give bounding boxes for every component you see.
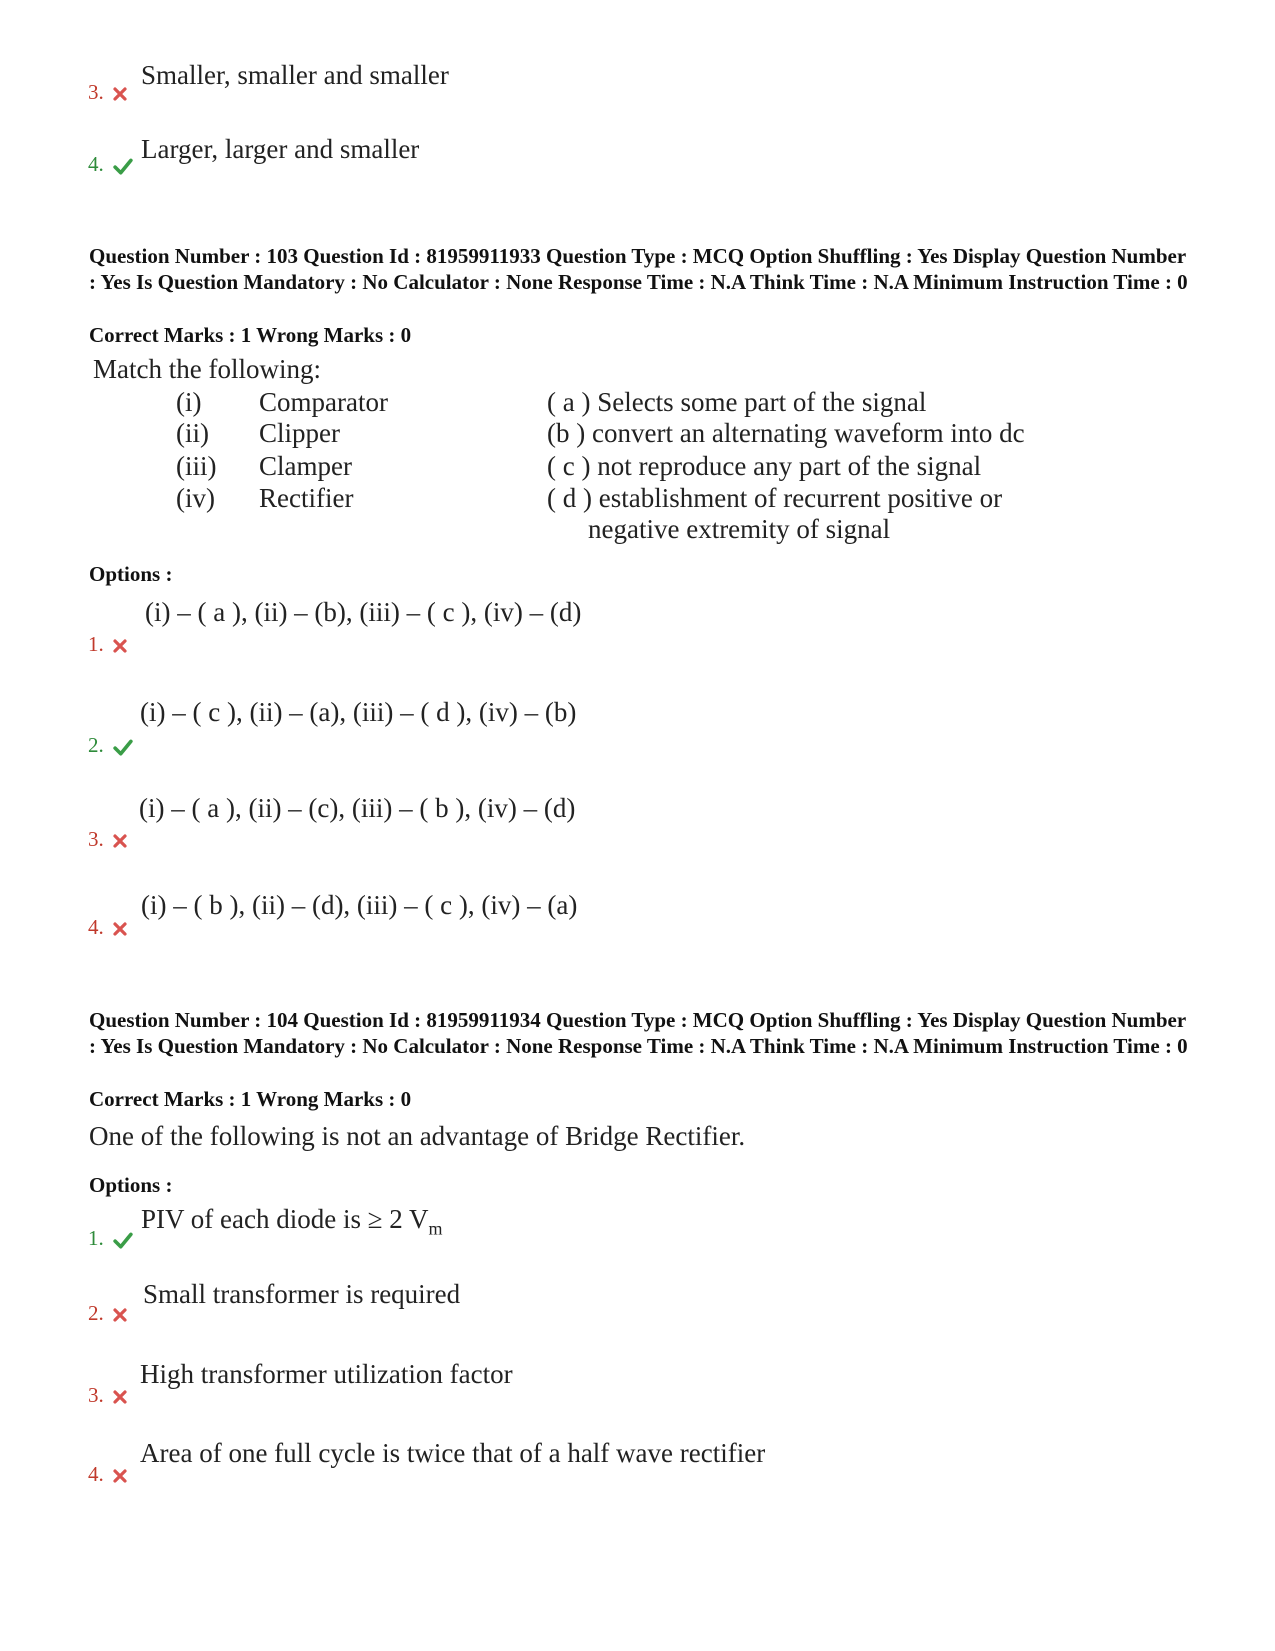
option-number: 4. bbox=[88, 1462, 128, 1487]
options-label: Options : bbox=[89, 562, 173, 586]
match-left-term: Clipper bbox=[259, 418, 340, 448]
cross-icon bbox=[112, 1389, 128, 1405]
question-marks: Correct Marks : 1 Wrong Marks : 0 bbox=[89, 323, 412, 347]
match-right-item: ( a ) Selects some part of the signal bbox=[547, 387, 927, 417]
check-icon bbox=[112, 157, 134, 175]
option-number: 2. bbox=[88, 733, 134, 758]
match-left-roman: (ii) bbox=[176, 418, 209, 448]
option-text: Smaller, smaller and smaller bbox=[141, 60, 449, 90]
option-number: 3. bbox=[88, 1383, 128, 1408]
option-number: 2. bbox=[88, 1301, 128, 1326]
match-left-term: Clamper bbox=[259, 451, 352, 481]
match-left-term: Rectifier bbox=[259, 483, 354, 513]
cross-icon bbox=[112, 1307, 128, 1323]
match-left-roman: (iii) bbox=[176, 451, 217, 481]
question-meta: Question Number : 104 Question Id : 81959911934 Question Type : MCQ Option Shuffling : Yes Display Question Number : Yes Is Question Mandatory : No Calculator : None Response Time : N.A Think Time : N.A Minimum Instruction Time : 0 bbox=[89, 1008, 1188, 1058]
option-number: 1. bbox=[88, 632, 128, 657]
question-stem: Match the following: bbox=[93, 354, 321, 384]
option-text: (i) – ( c ), (ii) – (a), (iii) – ( d ), (iv) – (b) bbox=[140, 697, 577, 727]
option-text: PIV of each diode is ≥ 2 $V_m$ bbox=[141, 1204, 443, 1239]
option-text: (i) – ( a ), (ii) – (b), (iii) – ( c ), (iv) – (d) bbox=[145, 597, 582, 627]
option-text: Small transformer is required bbox=[143, 1279, 461, 1309]
option-number: 4. bbox=[88, 915, 128, 940]
match-right-item: ( d ) establishment of recurrent positive or bbox=[547, 483, 1003, 513]
option-text: Area of one full cycle is twice that of a half wave rectifier bbox=[140, 1438, 766, 1468]
question-stem: One of the following is not an advantage of Bridge Rectifier. bbox=[89, 1121, 746, 1151]
option-text: High transformer utilization factor bbox=[140, 1359, 513, 1389]
option-text: (i) – ( b ), (ii) – (d), (iii) – ( c ), (iv) – (a) bbox=[141, 890, 578, 920]
options-label: Options : bbox=[89, 1173, 173, 1197]
cross-icon bbox=[112, 921, 128, 937]
check-icon bbox=[112, 1231, 134, 1249]
option-text: (i) – ( a ), (ii) – (c), (iii) – ( b ), (iv) – (d) bbox=[139, 793, 576, 823]
option-number: 3. bbox=[88, 80, 128, 105]
cross-icon bbox=[112, 833, 128, 849]
match-left-roman: (i) bbox=[176, 387, 202, 417]
check-icon bbox=[112, 738, 134, 756]
cross-icon bbox=[112, 638, 128, 654]
option-number: 1. bbox=[88, 1226, 134, 1251]
option-number: 4. bbox=[88, 152, 134, 177]
cross-icon bbox=[112, 1468, 128, 1484]
match-right-item: (b ) convert an alternating waveform into dc bbox=[547, 418, 1025, 448]
option-number: 3. bbox=[88, 827, 128, 852]
match-right-item: negative extremity of signal bbox=[588, 514, 891, 544]
option-text: Larger, larger and smaller bbox=[141, 134, 420, 164]
match-right-item: ( c ) not reproduce any part of the signal bbox=[547, 451, 982, 481]
match-left-roman: (iv) bbox=[176, 483, 215, 513]
question-marks: Correct Marks : 1 Wrong Marks : 0 bbox=[89, 1087, 412, 1111]
match-left-term: Comparator bbox=[259, 387, 388, 417]
cross-icon bbox=[112, 86, 128, 102]
question-meta: Question Number : 103 Question Id : 81959911933 Question Type : MCQ Option Shuffling : Yes Display Question Number : Yes Is Question Mandatory : No Calculator : None Response Time : N.A Think Time : N.A Minimum Instruction Time : 0 bbox=[89, 244, 1188, 294]
